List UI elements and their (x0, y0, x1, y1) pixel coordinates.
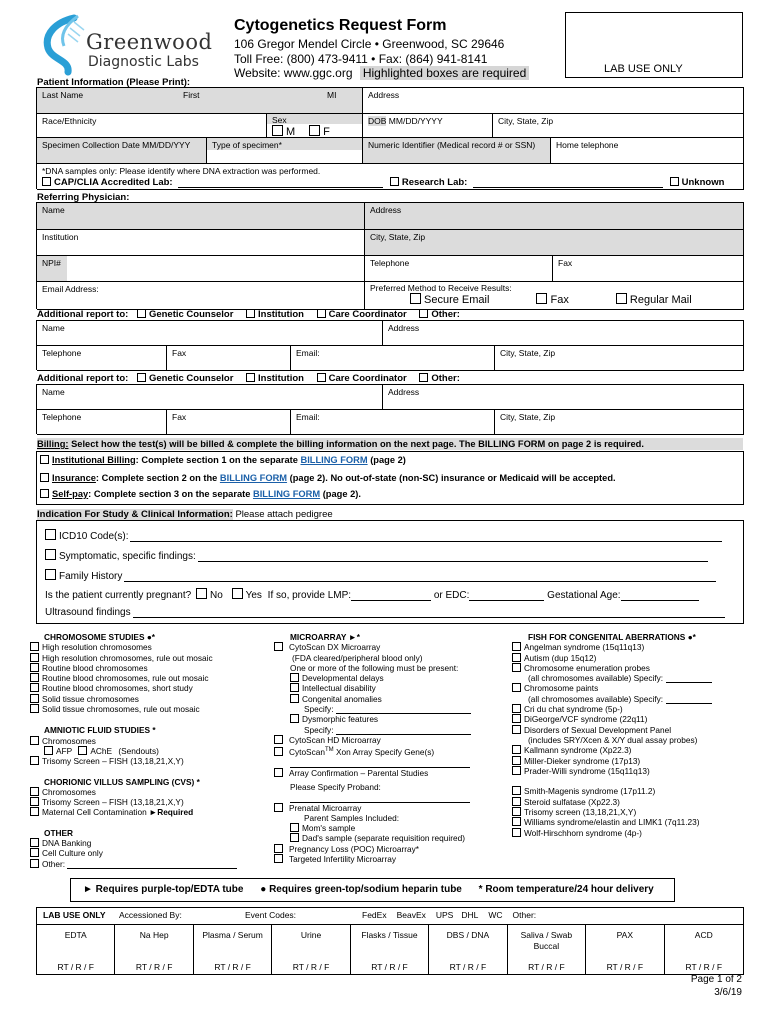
logo (34, 12, 234, 76)
lab-col-rtrf-7[interactable]: RT / R / F (606, 962, 644, 972)
lab-col-4 (351, 925, 429, 974)
other-list (30, 838, 270, 859)
physician-fax-field[interactable]: Fax (553, 256, 744, 282)
lab-use-table (36, 907, 744, 975)
other-test-line[interactable] (67, 868, 237, 869)
dad-checkbox[interactable] (290, 833, 299, 842)
mcc-checkbox[interactable] (30, 807, 39, 816)
lab-col-0 (37, 925, 115, 974)
cytoscan-dx-checkbox[interactable] (274, 642, 283, 651)
dna-note: *DNA samples only: Please identify where DNA extraction was performed. CAP/CLIA Accredited Lab: Research Lab: Unknown (37, 164, 744, 190)
fish-item-10 (512, 745, 752, 755)
other-checkbox-2[interactable] (419, 373, 428, 382)
collection-date-field[interactable]: Specimen Collection Date MM/DD/YYY (37, 138, 207, 164)
other-checkbox-1[interactable] (419, 309, 428, 318)
other-test-checkbox[interactable] (30, 859, 39, 868)
sex-m-checkbox[interactable] (272, 125, 283, 136)
physician-address-field[interactable]: Address (365, 203, 744, 230)
fish-note-3 (528, 673, 752, 683)
chromosome-item-4-checkbox[interactable] (30, 683, 39, 692)
column-2 (274, 632, 514, 864)
fish-item-4-label: Chromosome paints (524, 683, 599, 694)
physician-grid (36, 202, 744, 309)
home-phone-field[interactable]: Home telephone (551, 138, 744, 164)
confirm-checkbox[interactable] (274, 768, 283, 777)
mom-checkbox[interactable] (290, 823, 299, 832)
fish-item-16-label: Trisomy screen (13,18,21,X,Y) (524, 807, 637, 818)
amniotic-afp-ache: AFP AChE (Sendouts) (44, 746, 270, 756)
additional-email-1[interactable]: Email: (291, 346, 495, 371)
lab-col-rtrf-8[interactable]: RT / R / F (685, 962, 723, 972)
fish-note-5 (528, 694, 752, 704)
fish-item-11 (512, 756, 752, 766)
fish-item-2-checkbox[interactable] (512, 663, 521, 672)
billing-form-link-1[interactable]: BILLING FORM (300, 455, 368, 465)
patient-city-field[interactable]: City, State, Zip (493, 114, 744, 138)
poc-checkbox[interactable] (274, 844, 283, 853)
other-item-1-label: Cell Culture only (42, 848, 103, 859)
amniotic-heading: AMNIOTIC FLUID STUDIES * (44, 725, 156, 736)
indication-heading: Indication For Study & Clinical Information: Please attach pedigree (37, 509, 333, 520)
ultrasound-line[interactable] (133, 617, 725, 618)
specify-2: Specify: (304, 725, 514, 735)
lmp-line[interactable] (351, 600, 431, 601)
fish-item-10-checkbox[interactable] (512, 745, 521, 754)
highlight-note: Highlighted boxes are required (360, 66, 529, 80)
chromosome-item-5-label: Solid tissue chromosomes (42, 693, 139, 704)
additional-address-2[interactable]: Address (383, 385, 744, 410)
fish-item-8-label: Disorders of Sexual Development Panel (524, 724, 672, 735)
fish-item-6-checkbox[interactable] (512, 704, 521, 713)
carrier-2: UPS (435, 910, 454, 920)
column-3 (512, 632, 752, 838)
gc-checkbox-2[interactable] (137, 373, 146, 382)
sex-f-checkbox[interactable] (309, 125, 320, 136)
microarray-heading: MICROARRAY ►* (290, 632, 360, 642)
tube-legend (70, 878, 675, 902)
chromosome-item-6 (30, 704, 270, 714)
fish-item-16 (512, 807, 752, 817)
fish-item-8-checkbox[interactable] (512, 725, 521, 734)
page-number: Page 1 of 2 (690, 974, 742, 985)
lab-col-label-3: Urine (300, 930, 322, 940)
cvs-item-0-checkbox[interactable] (30, 787, 39, 796)
dob-field[interactable]: DOB MM/DD/YYYY (363, 114, 493, 138)
self-pay-option: Self-pay: Complete section 3 on the separate BILLING FORM (page 2). (40, 489, 361, 499)
preferred-method-field: Preferred Method to Receive Results: Secure Email Fax Regular Mail (365, 282, 744, 310)
chromosome-item-4-label: Routine blood chromosomes, short study (42, 683, 193, 694)
carrier-1: BeavEx (396, 910, 426, 920)
family-history-line[interactable] (124, 581, 716, 582)
logo-text-top: Greenwood (86, 30, 213, 54)
microarray-sub-2 (290, 694, 514, 704)
fish-item-1-checkbox[interactable] (512, 653, 521, 662)
additional-phone-1[interactable]: Telephone (37, 346, 167, 371)
institution-checkbox-2[interactable] (246, 373, 255, 382)
dysmorphic-checkbox[interactable] (290, 714, 299, 723)
carrier-5: Other: (512, 910, 537, 920)
pregnant-yes-checkbox[interactable] (232, 588, 243, 599)
logo-text-bottom: Diagnostic Labs (88, 54, 199, 70)
prenatal-item: Prenatal Microarray (274, 803, 514, 813)
specimen-type-field[interactable]: Type of specimen* (207, 138, 363, 164)
lab-col-rtrf-1[interactable]: RT / R / F (135, 962, 173, 972)
microarray-sub-1-checkbox[interactable] (290, 683, 299, 692)
fish-item-18-label: Wolf-Hirschhorn syndrome (4p-) (524, 827, 642, 838)
lab-col-5 (429, 925, 507, 974)
fish-item-0 (512, 642, 752, 652)
icd10-line[interactable] (130, 541, 722, 542)
fish-item-14-label: Smith-Magenis syndrome (17p11.2) (524, 786, 656, 797)
fish-item-17-label: Williams syndrome/elastin and LIMK1 (7q11.23) (524, 817, 700, 828)
other-heading: OTHER (44, 827, 74, 838)
chromosome-item-2-label: Routine blood chromosomes (42, 662, 148, 673)
sex-field: Sex M F (267, 114, 363, 138)
fish-item-16-checkbox[interactable] (512, 807, 521, 816)
fish-item-18-checkbox[interactable] (512, 828, 521, 837)
research-lab-checkbox[interactable] (390, 177, 399, 186)
insurance-checkbox[interactable] (40, 473, 49, 482)
other-item-1 (30, 848, 270, 858)
mcc-item: Maternal Cell Contamination ►Required (30, 807, 270, 817)
ache-checkbox[interactable] (78, 746, 87, 755)
amniotic-trisomy-checkbox[interactable] (30, 756, 39, 765)
microarray-sub-2-label: Congenital anomalies (302, 693, 382, 704)
fish-item-12 (512, 766, 752, 776)
symptomatic-line[interactable] (198, 561, 708, 562)
patient-grid (36, 87, 744, 189)
chromosome-item-5-checkbox[interactable] (30, 694, 39, 703)
lab-col-rtrf-3[interactable]: RT / R / F (292, 962, 330, 972)
physician-email-field[interactable]: Email Address: (37, 282, 365, 310)
chromosome-item-0 (30, 642, 270, 652)
fish-item-17 (512, 817, 752, 827)
numeric-id-field[interactable]: Numeric Identifier (Medical record # or SSN) (363, 138, 551, 164)
lab-col-label-8: ACD (694, 930, 713, 940)
confirm-item: Array Confirmation – Parental Studies (274, 768, 514, 778)
chromosome-item-2-checkbox[interactable] (30, 663, 39, 672)
chromosome-studies-heading: CHROMOSOME STUDIES ●* (44, 632, 156, 642)
chromosome-item-2 (30, 663, 270, 673)
billing-form-link-3[interactable]: BILLING FORM (252, 489, 321, 499)
self-pay-checkbox[interactable] (40, 489, 49, 498)
fish-item-11-checkbox[interactable] (512, 756, 521, 765)
one-more-note: One or more of the following must be present: (290, 662, 459, 673)
lab-col-6 (508, 925, 586, 974)
chromosome-item-3-checkbox[interactable] (30, 673, 39, 682)
other-item-0 (30, 838, 270, 848)
last-name-field[interactable]: Last Name First MI (37, 88, 363, 114)
amniotic-chromosomes: Chromosomes (30, 736, 270, 746)
chromosome-item-3-label: Routine blood chromosomes, rule out mosaic (42, 673, 209, 684)
cvs-item-1 (30, 797, 270, 807)
additional-name-2[interactable]: Name (37, 385, 383, 410)
chromosome-item-5 (30, 694, 270, 704)
lab-columns (37, 925, 743, 974)
fish-item-7 (512, 714, 752, 724)
fish-item-10-label: Kallmann syndrome (Xp22.3) (524, 745, 632, 756)
additional-address-1[interactable]: Address (383, 321, 744, 346)
chromosome-item-6-label: Solid tissue chromosomes, rule out mosaic (42, 704, 200, 715)
mom-item: Mom's sample (290, 823, 514, 833)
additional-city-1[interactable]: City, State, Zip (495, 346, 744, 371)
fish-item-6-label: Cri du chat syndrome (5p-) (524, 704, 623, 715)
chromosome-item-1-label: High resolution chromosomes, rule out mosaic (42, 652, 213, 663)
lab-col-label-0: EDTA (64, 930, 87, 940)
additional-grid-2 (36, 384, 744, 434)
cc-checkbox-2[interactable] (317, 373, 326, 382)
fish-specify-line-3[interactable] (666, 674, 712, 683)
chromosome-item-3 (30, 673, 270, 683)
gc-checkbox-1[interactable] (137, 309, 146, 318)
proband-item: Please Specify Proband: (290, 781, 381, 792)
fish-item-6 (512, 704, 752, 714)
infertility-checkbox[interactable] (274, 854, 283, 863)
lab-col-rtrf-0[interactable]: RT / R / F (57, 962, 94, 972)
billing-form-link-2[interactable]: BILLING FORM (219, 473, 288, 483)
microarray-sub-1 (290, 683, 514, 693)
amniotic-trisomy: Trisomy Screen – FISH (13,18,21,X,Y) (30, 756, 270, 766)
lab-col-8 (665, 925, 743, 974)
lab-col-label-6: Saliva / Swab Buccal (520, 930, 573, 951)
physician-heading: Referring Physician: (37, 192, 130, 203)
fish-item-0-label: Angelman syndrome (15q11q13) (524, 642, 645, 653)
fish-item-18 (512, 828, 752, 838)
dad-item: Dad's sample (separate requisition required) (290, 833, 514, 843)
microarray-sub-1-label: Intellectual disability (302, 683, 376, 694)
microarray-sub-0-label: Developmental delays (302, 673, 384, 684)
microarray-sub-2-checkbox[interactable] (290, 694, 299, 703)
amniotic-chromosomes-checkbox[interactable] (30, 736, 39, 745)
lab-col-label-7: PAX (616, 930, 634, 940)
afp-checkbox[interactable] (44, 746, 53, 755)
fish-item-2 (512, 663, 752, 673)
lab-col-label-4: Flasks / Tissue (361, 930, 418, 940)
fish-item-15-checkbox[interactable] (512, 797, 521, 806)
additional-report-1: Additional report to: Genetic Counselor Institution Care Coordinator Other: (37, 309, 460, 320)
carrier-list (362, 908, 546, 923)
fish-item-1-label: Autism (dup 15q12) (524, 652, 597, 663)
website-text: Website: www.ggc.org (234, 66, 353, 80)
fish-item-7-label: DiGeorge/VCF syndrome (22q11) (524, 714, 648, 725)
additional-fax-2[interactable]: Fax (167, 410, 291, 435)
additional-report-2: Additional report to: Genetic Counselor Institution Care Coordinator Other: (37, 373, 460, 384)
poc-item: Pregnancy Loss (POC) Microarray* (274, 844, 514, 854)
lab-col-rtrf-6[interactable]: RT / R / F (528, 962, 565, 972)
physician-city-field[interactable]: City, State, Zip (365, 230, 744, 256)
additional-name-1[interactable]: Name (37, 321, 383, 346)
fish-item-14-checkbox[interactable] (512, 786, 521, 795)
xon-checkbox[interactable] (274, 747, 283, 756)
gestational-age-line[interactable] (621, 600, 699, 601)
patient-info-heading: Patient Information (Please Print): (37, 77, 191, 88)
lab-phone: Toll Free: (800) 473-9411 • Fax: (864) 941-8141 (234, 52, 488, 66)
fish-note-label-9: (includes SRY/Xcen & X/Y dual assay probes) (528, 734, 698, 745)
specify-1: Specify: (304, 704, 514, 714)
revision-date: 3/6/19 (714, 987, 742, 998)
fish-item-17-checkbox[interactable] (512, 817, 521, 826)
fish-item-12-label: Prader-Willi syndrome (15q11q13) (524, 765, 650, 776)
other-item-1-checkbox[interactable] (30, 848, 39, 857)
prenatal-checkbox[interactable] (274, 803, 283, 812)
regular-mail-checkbox[interactable] (616, 293, 627, 304)
lab-website (234, 66, 529, 80)
microarray-sub-0-checkbox[interactable] (290, 673, 299, 682)
institution-field[interactable]: Institution (37, 230, 365, 256)
chromosome-studies-list (30, 642, 270, 714)
chromosome-item-0-label: High resolution chromosomes (42, 642, 152, 653)
column-1 (30, 632, 270, 869)
additional-city-2[interactable]: City, State, Zip (495, 410, 744, 435)
lab-col-rtrf-2[interactable]: RT / R / F (214, 962, 251, 972)
fish-item-7-checkbox[interactable] (512, 714, 521, 723)
fish-item-1 (512, 653, 752, 663)
icd10-checkbox[interactable] (45, 529, 56, 540)
lab-col-label-1: Na Hep (139, 930, 169, 940)
additional-phone-2[interactable]: Telephone (37, 410, 167, 435)
fish-heading: FISH FOR CONGENITAL ABERRATIONS ●* (528, 632, 696, 642)
research-lab-line[interactable] (473, 187, 663, 188)
fish-item-4 (512, 683, 752, 693)
fish-note-label-3: (all chromosomes available) Specify: (528, 673, 664, 684)
cap-lab-checkbox[interactable] (42, 177, 51, 186)
lab-use-label: LAB USE ONLY (604, 63, 683, 75)
lab-col-2 (194, 925, 272, 974)
xon-gene-line[interactable] (290, 758, 470, 768)
cap-lab-line[interactable] (178, 187, 383, 188)
lab-col-rtrf-5[interactable]: RT / R / F (449, 962, 487, 972)
cvs-item-1-checkbox[interactable] (30, 797, 39, 806)
fish-item-4-checkbox[interactable] (512, 683, 521, 692)
microarray-subs (274, 673, 514, 704)
purple-tube-note: ► Requires purple-top/EDTA tube (83, 884, 244, 895)
other-field: Other: (30, 859, 270, 869)
fish-item-12-checkbox[interactable] (512, 766, 521, 775)
cvs-item-0-label: Chromosomes (42, 786, 96, 797)
logo-swirl-icon (34, 12, 94, 76)
lab-col-7 (586, 925, 664, 974)
proband-line[interactable] (290, 793, 470, 803)
fish-item-8 (512, 725, 752, 735)
secure-email-checkbox[interactable] (410, 293, 421, 304)
xon-line-row (290, 757, 514, 767)
fish-item-14 (512, 786, 752, 796)
sex-label: Sex (272, 115, 287, 125)
edc-line[interactable] (469, 600, 544, 601)
institutional-billing-option: Institutional Billing: Complete section 1 on the separate BILLING FORM (page 2) (40, 455, 406, 465)
cvs-item-0 (30, 787, 270, 797)
physician-name-field[interactable]: Name (37, 203, 365, 230)
cytoscan-hd-item: CytoScan HD Microarray (274, 735, 514, 745)
fish-note-13 (528, 776, 752, 786)
fish-item-15-label: Steroid sulfatase (Xp22.3) (524, 796, 620, 807)
cc-checkbox-1[interactable] (317, 309, 326, 318)
chromosome-item-0-checkbox[interactable] (30, 642, 39, 651)
cvs-list (30, 787, 270, 808)
green-tube-note: ● Requires green-top/sodium heparin tube (260, 884, 462, 895)
cvs-item-1-label: Trisomy Screen – FISH (13,18,21,X,Y) (42, 797, 184, 808)
fax-result-checkbox[interactable] (536, 293, 547, 304)
physician-phone-field[interactable]: Telephone (365, 256, 553, 282)
fish-specify-line-5[interactable] (666, 695, 712, 704)
fish-item-2-label: Chromosome enumeration probes (524, 662, 650, 673)
institutional-billing-checkbox[interactable] (40, 455, 49, 464)
other-item-0-checkbox[interactable] (30, 838, 39, 847)
additional-fax-1[interactable]: Fax (167, 346, 291, 371)
additional-email-2[interactable]: Email: (291, 410, 495, 435)
lab-use-header-row: LAB USE ONLY Accessioned By: Event Codes: FedEx BeavEx UPS DHL WC Other: (37, 908, 743, 925)
lab-col-label-5: DBS / DNA (446, 930, 490, 940)
xon-item: CytoScan™ Xon Array Specify Gene(s) (274, 745, 514, 757)
lab-col-1 (115, 925, 193, 974)
chromosome-item-4 (30, 683, 270, 693)
carrier-3: DHL (461, 910, 479, 920)
indication-box: ICD10 Code(s): Symptomatic, specific findings: Family History Is the patient currently pregnant? No Yes If so, provide LMP: or EDC: Gestational Age: Ultrasound findings (36, 520, 744, 624)
family-history-checkbox[interactable] (45, 569, 56, 580)
fish-list (512, 642, 752, 838)
symptomatic-checkbox[interactable] (45, 549, 56, 560)
lab-use-box (565, 12, 743, 78)
cytoscan-dx-item: CytoScan DX Microarray (274, 642, 514, 652)
dysmorphic-item: Dysmorphic features (290, 714, 514, 724)
carrier-0: FedEx (362, 910, 387, 920)
lab-col-3 (272, 925, 350, 974)
chromosome-item-6-checkbox[interactable] (30, 704, 39, 713)
patient-address-field[interactable]: Address (363, 88, 744, 114)
lab-col-label-2: Plasma / Serum (202, 930, 263, 940)
chromosome-item-1-checkbox[interactable] (30, 653, 39, 662)
cytoscan-hd-checkbox[interactable] (274, 735, 283, 744)
cvs-heading: CHORIONIC VILLUS SAMPLING (CVS) * (44, 776, 200, 787)
lab-address: 106 Gregor Mendel Circle • Greenwood, SC 29646 (234, 37, 505, 51)
form-title: Cytogenetics Request Form (234, 17, 447, 34)
carrier-4: WC (488, 910, 503, 920)
microarray-sub-0 (290, 673, 514, 683)
parent-samples-note: Parent Samples Included: (304, 812, 400, 823)
fish-item-11-label: Miller-Dieker syndrome (17p13) (524, 755, 641, 766)
infertility-item: Targeted Infertility Microarray (274, 854, 514, 864)
fish-item-0-checkbox[interactable] (512, 642, 521, 651)
billing-heading: Billing: Select how the test(s) will be billed & complete the billing information on the next page. The BILLING FORM on page 2 is required. (37, 438, 743, 450)
additional-grid-1 (36, 320, 744, 370)
fish-item-15 (512, 797, 752, 807)
room-temp-note: * Room temperature/24 hour delivery (478, 884, 654, 895)
race-field[interactable]: Race/Ethnicity (37, 114, 267, 138)
fish-note-label-5: (all chromosomes available) Specify: (528, 693, 664, 704)
insurance-option: Insurance: Complete section 2 on the BILLING FORM (page 2). No out-of-state (non-SC) insurance or Medicaid will be accepted. (40, 473, 616, 483)
chromosome-item-1 (30, 653, 270, 663)
institution-checkbox-1[interactable] (246, 309, 255, 318)
unknown-lab-checkbox[interactable] (670, 177, 679, 186)
pregnant-no-checkbox[interactable] (196, 588, 207, 599)
fish-note-9 (528, 735, 752, 745)
npi-field[interactable]: NPI# (37, 256, 365, 282)
billing-box (36, 451, 744, 505)
lab-col-rtrf-4[interactable]: RT / R / F (371, 962, 408, 972)
fda-note: (FDA cleared/peripheral blood only) (292, 652, 423, 663)
proband-line-row (290, 792, 514, 802)
other-item-0-label: DNA Banking (42, 838, 92, 849)
